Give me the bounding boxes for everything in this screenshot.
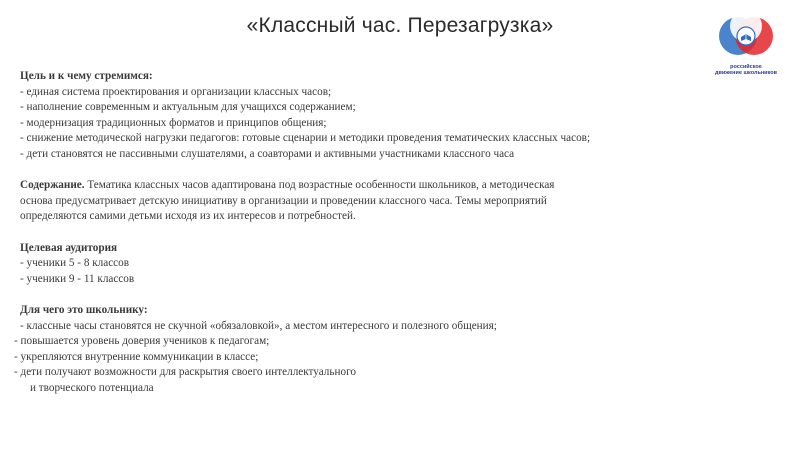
goals-section	[20, 69, 720, 163]
benefits-item: - укрепляются внутренние коммуникации в классе;	[14, 350, 259, 363]
audience-heading: Целевая аудитория	[20, 241, 118, 254]
rdsh-logo	[712, 6, 780, 86]
content-text-line: основа предусматривает детскую инициативу в организации и проведении классного часа. Темы мероприятий	[20, 194, 547, 207]
benefits-item: - дети получают возможности для раскрытия своего интеллектуального	[14, 366, 356, 379]
benefits-item: - повышается уровень доверия учеников к педагогам;	[14, 335, 270, 348]
goals-item: - наполнение современным и актуальным для учащихся содержанием;	[20, 101, 356, 114]
audience-item: - ученики 5 - 8 классов	[20, 257, 129, 270]
benefits-heading: Для чего это школьнику:	[20, 303, 148, 316]
audience-section	[20, 241, 720, 288]
content-heading: Содержание.	[20, 179, 85, 192]
logo-emblem-icon	[712, 6, 780, 64]
content-text-line: Тематика классных часов адаптирована под возрастные особенности школьников, а методическая	[87, 179, 555, 192]
goals-heading: Цель и к чему стремимся:	[20, 70, 153, 82]
benefits-section	[14, 303, 720, 397]
benefits-item: - классные часы становятся не скучной «обязаловкой», а местом интересного и полезного общения;	[20, 319, 497, 332]
benefits-continuation: и творческого потенциала	[30, 381, 154, 394]
slide-title: «Классный час. Перезагрузка»	[246, 14, 554, 37]
goals-item: - единая система проектирования и организации классных часов;	[20, 85, 332, 98]
logo-text-line2: движение школьников	[715, 70, 777, 76]
goals-item: - дети становятся не пассивными слушателями, а соавторами и активными участниками классного часа	[20, 147, 515, 160]
goals-item: - модернизация традиционных форматов и принципов общения;	[20, 116, 327, 129]
slide-body	[14, 69, 720, 396]
logo-text-line1: российское	[730, 64, 762, 70]
content-text-line: определяются самими детьми исходя из их интересов и потребностей.	[20, 210, 356, 223]
logo-text	[712, 64, 780, 76]
content-section	[20, 178, 720, 225]
audience-item: - ученики 9 - 11 классов	[20, 272, 135, 285]
goals-item: - снижение методической нагрузки педагогов: готовые сценарии и методики проведения тематических классных часов;	[20, 132, 591, 145]
